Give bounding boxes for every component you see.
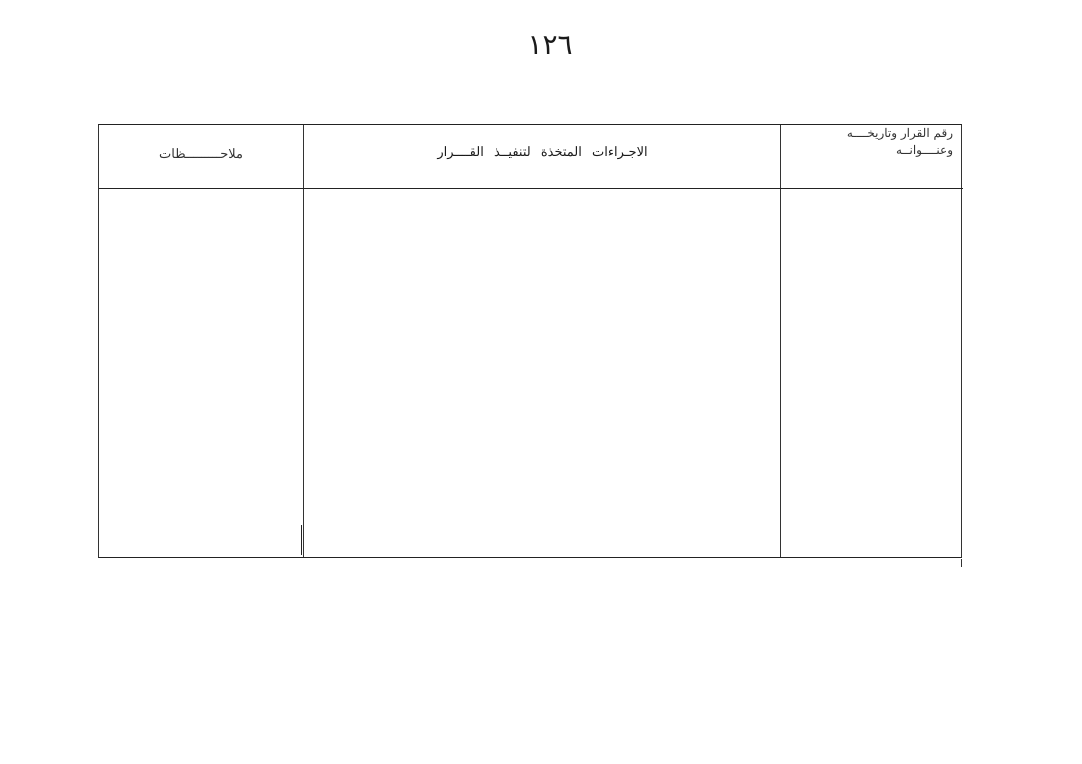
column-divider-decision <box>780 125 781 557</box>
page-number: ١٢٦ <box>527 28 573 61</box>
decision-table <box>98 124 962 558</box>
header-decision-line2: وعنــــوانــه <box>896 143 953 157</box>
header-actions: الاجـراءات المتخذة لتنفيــذ القــــرار <box>437 145 648 160</box>
table-corner-tick <box>961 559 962 567</box>
header-notes: ملاحـــــــــظات <box>159 147 243 162</box>
column-divider-notes <box>303 125 304 557</box>
header-rule <box>99 188 963 189</box>
stray-mark <box>301 525 302 555</box>
header-decision <box>783 125 953 159</box>
header-decision-line1: رقم القرار وتاريخــــه <box>846 126 953 140</box>
